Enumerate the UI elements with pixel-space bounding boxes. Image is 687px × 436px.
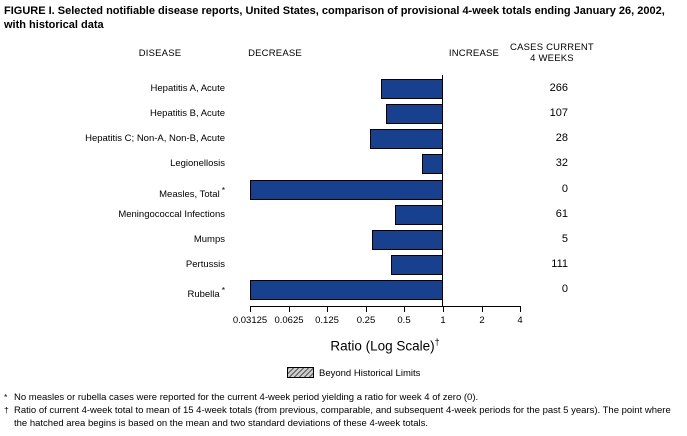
legend-hatched-swatch-icon [287, 367, 314, 378]
dagger-marker-icon: † [4, 405, 9, 415]
ratio-bar [372, 230, 443, 250]
footnote-asterisk [3, 391, 685, 404]
column-header-disease: DISEASE [138, 48, 182, 59]
x-axis-tick-label: 0.0625 [274, 315, 304, 326]
ratio-bar [422, 154, 443, 174]
x-axis-tick-label: 0.25 [356, 315, 376, 326]
ratio-bar [370, 129, 443, 149]
asterisk-note-icon: * [221, 185, 225, 195]
x-axis-tick [366, 306, 367, 312]
column-header-cases [497, 42, 607, 64]
column-header-increase: INCREASE [448, 48, 500, 59]
x-axis-tick-label: 0.125 [315, 315, 339, 326]
cases-count: 5 [561, 233, 568, 245]
ratio-bar [395, 205, 443, 225]
column-header-cases-line2: 4 WEEKS [530, 53, 574, 64]
disease-label: Pertussis [185, 259, 225, 270]
ratio-bar [391, 255, 443, 275]
cases-count: 32 [555, 157, 568, 169]
cases-count: 107 [549, 107, 568, 119]
disease-label: Hepatitis C; Non-A, Non-B, Acute [85, 133, 225, 144]
cases-count: 111 [551, 258, 568, 270]
x-axis-tick-label: 0.03125 [232, 315, 268, 326]
asterisk-note-icon: * [221, 285, 225, 295]
footnote-dagger [3, 404, 685, 430]
cases-count: 0 [561, 283, 568, 295]
ratio-bar [250, 180, 443, 200]
ratio-bar [386, 104, 443, 124]
disease-label: Mumps [193, 234, 225, 245]
x-axis-tick [482, 306, 483, 312]
cases-count: 28 [555, 132, 568, 144]
figure-title: FIGURE I. Selected notifiable disease reports, United States, comparison of provisional 4-week totals ending January 26, 2002, with historical data [4, 5, 665, 31]
legend-label: Beyond Historical Limits [319, 368, 421, 379]
x-axis-tick-label: 0.5 [397, 315, 411, 326]
ratio-bar [250, 280, 443, 300]
disease-label: Meningococcal Infections [118, 209, 225, 220]
x-axis-line [250, 306, 520, 307]
x-axis-tick-label: 2 [479, 315, 485, 326]
x-axis-tick [404, 306, 405, 312]
column-header-decrease: DECREASE [248, 48, 302, 59]
dagger-icon: † [434, 337, 440, 347]
ratio-bar [381, 79, 443, 99]
x-axis-tick [327, 306, 328, 312]
disease-label: Measles, Total * [159, 185, 225, 201]
x-axis-title [250, 337, 520, 354]
footnote-asterisk-text: No measles or rubella cases were reported for the current 4-week period yielding a ratio for week 4 of zero (0). [14, 392, 479, 403]
x-axis-tick [250, 306, 251, 312]
x-axis-title-text: Ratio (Log Scale) [330, 338, 435, 354]
x-axis-tick-label: 4 [517, 315, 523, 326]
ratio-one-baseline [442, 75, 443, 307]
x-axis-tick [443, 306, 444, 312]
cases-count: 61 [555, 208, 568, 220]
column-header-cases-line1: CASES CURRENT [510, 42, 594, 53]
disease-label: Rubella * [187, 285, 225, 301]
x-axis-tick [289, 306, 290, 312]
x-axis-tick [520, 306, 521, 312]
cases-count: 0 [561, 183, 568, 195]
disease-label: Hepatitis B, Acute [150, 108, 225, 119]
x-axis-tick-label: 1 [440, 315, 446, 326]
disease-label: Hepatitis A, Acute [150, 83, 225, 94]
footnote-dagger-text: Ratio of current 4-week total to mean of 15 4-week totals (from previous, comparable, and subsequent 4-week periods for the past 5 years). The point where the hatched area begins is based on the mean and two standard deviations of these 4-week totals. [14, 405, 671, 429]
disease-label: Legionellosis [170, 158, 225, 169]
asterisk-marker-icon: * [4, 392, 8, 402]
cases-count: 266 [549, 82, 568, 94]
footnotes [3, 391, 685, 430]
